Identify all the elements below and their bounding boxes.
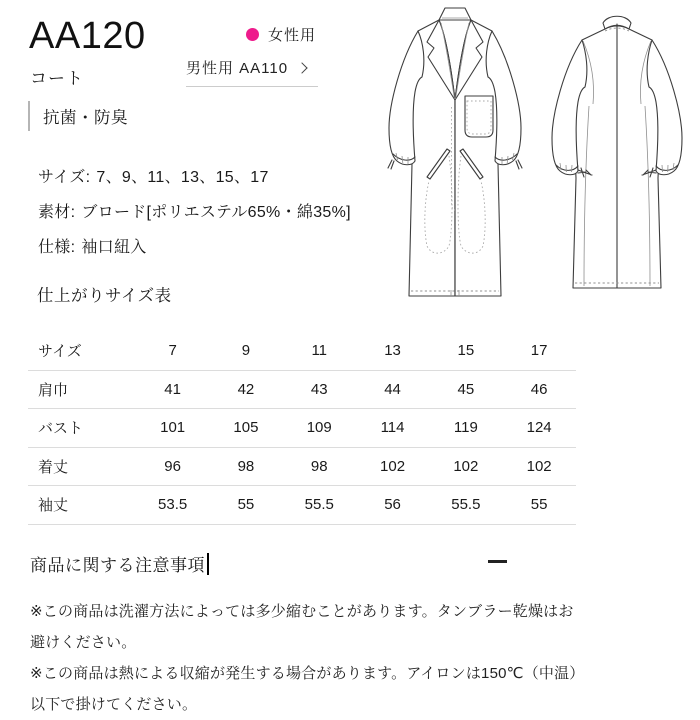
table-header-label: サイズ <box>38 343 82 361</box>
table-cell: 102 <box>453 457 479 475</box>
spec-list <box>38 160 351 265</box>
table-cell: 55.5 <box>451 496 481 514</box>
table-cell: 96 <box>164 457 181 475</box>
notes-section-header[interactable] <box>30 551 209 576</box>
table-cell: 44 <box>384 380 401 398</box>
table-cell: 124 <box>526 419 552 437</box>
table-cell: 105 <box>233 419 259 437</box>
pink-dot-icon <box>246 28 259 41</box>
table-cell: 46 <box>530 380 548 398</box>
table-cell: 109 <box>306 419 332 437</box>
note-line: ※この商品は洗濯方法によっては多少縮むことがあります。タンブラー乾燥はお <box>30 603 574 620</box>
spec-size-value: 7、9、11、13、15、17 <box>96 169 269 186</box>
note-line: 以下で掛けてください。 <box>30 696 198 713</box>
table-cell: 42 <box>237 380 255 398</box>
table-row-label: 肩巾 <box>38 381 69 399</box>
notes-list <box>30 596 585 720</box>
spec-material <box>38 195 351 230</box>
table-header-row <box>28 332 576 371</box>
note-item <box>30 596 585 658</box>
table-row-length <box>28 448 576 487</box>
size-table <box>28 332 576 525</box>
spec-size <box>38 160 351 195</box>
note-line: 避けください。 <box>30 634 137 651</box>
note-item <box>30 658 585 720</box>
table-header-cell: 11 <box>311 342 328 360</box>
table-row-shoulder <box>28 371 576 410</box>
table-cell: 45 <box>457 380 475 398</box>
spec-material-label: 素材: <box>38 204 76 221</box>
gender-badge <box>246 24 316 45</box>
spec-detail-value: 袖口紐入 <box>81 239 147 256</box>
product-category: コート <box>30 69 84 88</box>
coat-front-line-art <box>381 4 529 302</box>
table-cell: 101 <box>160 419 186 437</box>
table-cell: 55 <box>530 496 548 514</box>
feature-tag <box>28 101 128 131</box>
table-row-sleeve <box>28 486 576 525</box>
table-cell: 98 <box>310 457 328 475</box>
feature-accent-bar <box>28 101 30 131</box>
table-cell: 56 <box>384 496 401 514</box>
note-line: ※この商品は熱による収縮が発生する場合があります。アイロンは150℃（中温） <box>30 665 585 682</box>
table-header-cell: 13 <box>384 342 401 360</box>
feature-tag-label: 抗菌・防臭 <box>43 109 128 127</box>
table-cell: 102 <box>526 457 552 475</box>
table-cell: 41 <box>164 380 181 398</box>
table-row-label: バスト <box>38 420 84 438</box>
notes-section-title: 商品に関する注意事項 <box>30 556 205 575</box>
text-cursor <box>207 553 209 575</box>
spec-size-label: サイズ: <box>38 169 91 186</box>
chevron-right-icon <box>296 62 307 73</box>
table-cell: 98 <box>237 457 255 475</box>
table-cell: 114 <box>380 419 405 437</box>
gender-badge-label: 女性用 <box>268 27 317 44</box>
table-header-cell: 17 <box>530 342 548 360</box>
table-header-cell: 15 <box>457 342 475 360</box>
spec-material-value: ブロード[ポリエステル65%・綿35%] <box>81 204 351 221</box>
coat-back-line-art <box>540 10 694 300</box>
table-row-label: 袖丈 <box>38 497 69 515</box>
table-cell: 55 <box>237 496 255 514</box>
product-code: AA120 <box>29 15 146 57</box>
table-cell: 43 <box>310 380 328 398</box>
table-row-bust <box>28 409 576 448</box>
size-table-title: 仕上がりサイズ表 <box>37 287 172 305</box>
table-row-label: 着丈 <box>38 458 69 476</box>
mens-version-link-label: 男性用 AA110 <box>186 60 289 77</box>
table-cell: 55.5 <box>304 496 334 514</box>
collapse-minus-icon[interactable] <box>488 560 507 563</box>
table-cell: 119 <box>453 419 478 437</box>
table-header-cell: 9 <box>241 342 251 360</box>
table-header-cell: 7 <box>168 342 177 360</box>
mens-version-link[interactable] <box>186 57 318 87</box>
spec-detail-label: 仕様: <box>38 239 76 256</box>
table-cell: 53.5 <box>158 496 188 514</box>
table-cell: 102 <box>380 457 406 475</box>
spec-detail <box>38 230 351 265</box>
